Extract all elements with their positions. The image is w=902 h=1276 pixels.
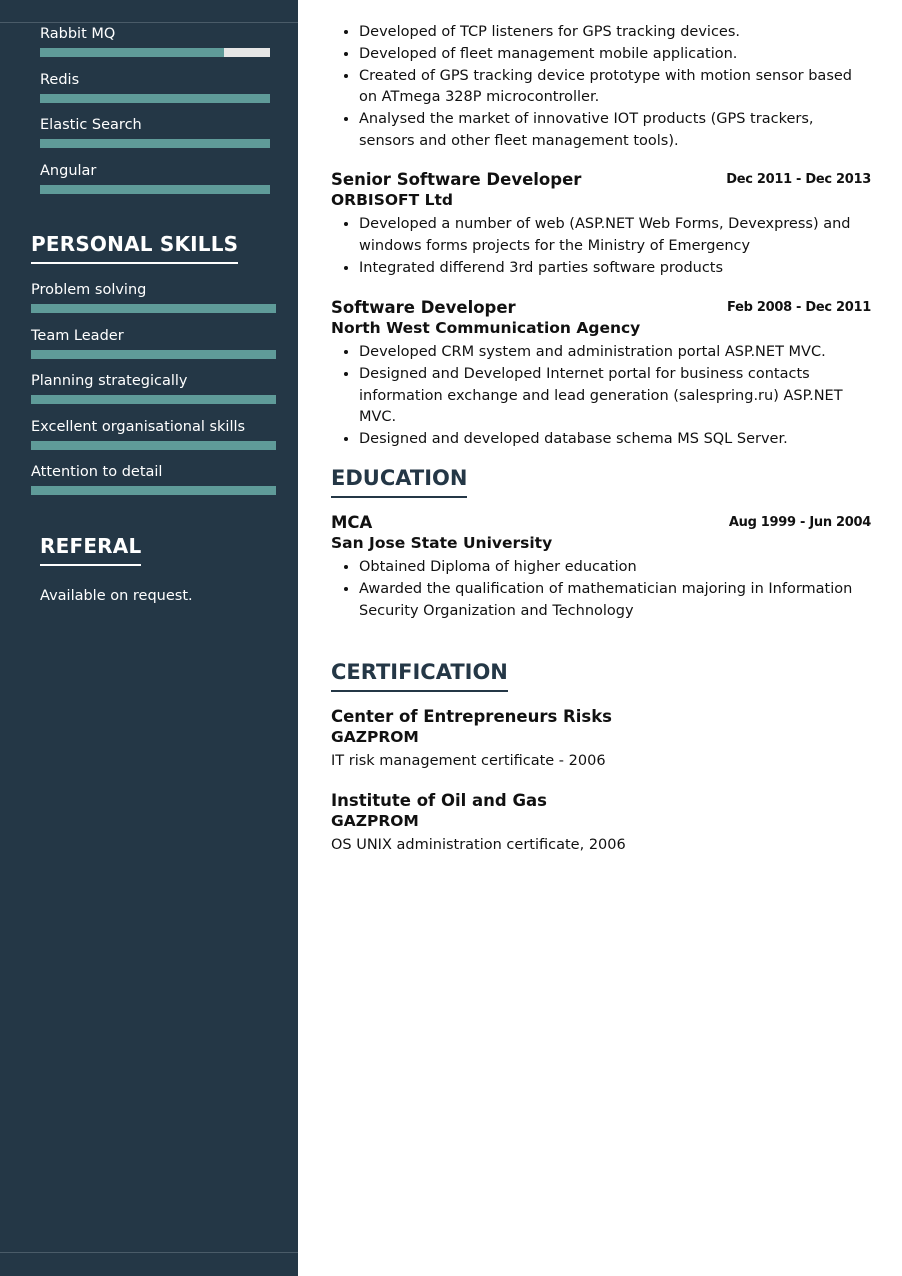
skill-level-fill [31, 486, 276, 495]
job-title: Software Developer [331, 298, 516, 317]
skill-level-bar [40, 185, 270, 194]
skill-level-bar [40, 94, 270, 103]
skill-level-bar [31, 486, 276, 495]
personal-skills-list [31, 280, 276, 508]
degree-title: MCA [331, 513, 373, 532]
job-company: ORBISOFT Ltd [331, 191, 453, 209]
list-item: • Awarded the qualification of mathematician majoring in Information Security Organization and Technology [359, 579, 871, 623]
skill-name: Rabbit MQ [40, 26, 116, 42]
skill-item [31, 280, 276, 326]
sidebar-divider-top [0, 22, 298, 23]
certification-title: Center of Entrepreneurs Risks [331, 707, 612, 726]
bullet-list [331, 342, 871, 451]
skill-level-fill [40, 185, 270, 194]
list-item: • Designed and Developed Internet portal for business contacts information exchange and lead generation (salespring.ru) ASP.NET MVC. [359, 364, 871, 429]
skill-name: Attention to detail [31, 464, 163, 481]
experience-continued [331, 22, 871, 153]
skill-item [40, 115, 270, 161]
skill-level-bar [40, 139, 270, 148]
skill-item [40, 24, 270, 70]
skill-level-fill [40, 139, 270, 148]
bullet-list [331, 214, 871, 279]
list-item: • Analysed the market of innovative IOT products (GPS trackers, sensors and other fleet management tools). [359, 109, 871, 153]
skill-level-fill [31, 395, 276, 404]
list-item: • Created of GPS tracking device prototype with motion sensor based on ATmega 328P microcontroller. [359, 66, 871, 110]
list-item: • Developed of TCP listeners for GPS tracking devices. [359, 22, 871, 44]
list-item: • Obtained Diploma of higher education [359, 557, 871, 579]
certification-org: GAZPROM [331, 812, 419, 830]
skill-item [31, 462, 276, 508]
skill-level-fill [40, 94, 270, 103]
technical-skills-list [40, 24, 270, 206]
certification-text: OS UNIX administration certificate, 2006 [331, 837, 626, 853]
list-item: • Developed of fleet management mobile application. [359, 44, 871, 66]
certification-entry [331, 790, 871, 856]
skill-level-fill [31, 304, 276, 313]
job-entry [331, 169, 871, 279]
skill-level-bar [31, 395, 276, 404]
job-date: Feb 2008 - Dec 2011 [727, 300, 871, 315]
skill-name: Excellent organisational skills [31, 418, 246, 435]
certification-entry [331, 706, 871, 772]
job-header [331, 297, 871, 318]
skill-item [31, 371, 276, 417]
job-header [331, 169, 871, 190]
skill-level-bar [31, 350, 276, 359]
certification-title: Institute of Oil and Gas [331, 791, 547, 810]
skill-level-bar [31, 441, 276, 450]
education-date: Aug 1999 - Jun 2004 [728, 515, 871, 530]
skill-item [31, 417, 276, 463]
skill-name: Redis [40, 71, 80, 88]
skill-item [40, 70, 270, 116]
education-entry [331, 512, 871, 622]
skill-name: Angular [40, 162, 97, 179]
job-date: Dec 2011 - Dec 2013 [726, 172, 871, 187]
certification-text: IT risk management certificate - 2006 [331, 753, 606, 769]
list-item: • Developed CRM system and administration portal ASP.NET MVC. [359, 342, 871, 364]
personal-skills-heading: PERSONAL SKILLS [31, 231, 238, 264]
skill-name: Elastic Search [40, 117, 142, 134]
referal-text: Available on request. [40, 588, 193, 604]
list-item: • Integrated differend 3rd parties software products [359, 258, 871, 280]
skill-level-fill [40, 48, 224, 57]
skill-level-fill [31, 441, 276, 450]
school-name: San Jose State University [331, 534, 553, 552]
skill-name: Problem solving [31, 282, 147, 298]
referal-heading: REFERAL [40, 533, 141, 566]
skill-item [40, 161, 270, 207]
education-heading: EDUCATION [331, 465, 467, 498]
job-company: North West Communication Agency [331, 319, 641, 337]
skill-name: Team Leader [31, 327, 124, 344]
skill-item [31, 326, 276, 372]
sidebar-divider-bottom [0, 1252, 298, 1253]
job-title: Senior Software Developer [331, 170, 582, 189]
list-item: • Developed a number of web (ASP.NET Web Forms, Devexpress) and windows forms projects for the Ministry of Emergency [359, 214, 871, 258]
skill-level-bar [40, 48, 270, 57]
bullet-list [331, 557, 871, 622]
skill-name: Planning strategically [31, 373, 188, 390]
list-item: • Designed and developed database schema MS SQL Server. [359, 429, 871, 451]
education-header [331, 512, 871, 533]
job-entry [331, 297, 871, 451]
bullet-list [331, 22, 871, 153]
skill-level-fill [31, 350, 276, 359]
certification-heading: CERTIFICATION [331, 659, 508, 692]
sidebar [0, 0, 298, 1276]
certification-org: GAZPROM [331, 728, 419, 746]
skill-level-bar [31, 304, 276, 313]
